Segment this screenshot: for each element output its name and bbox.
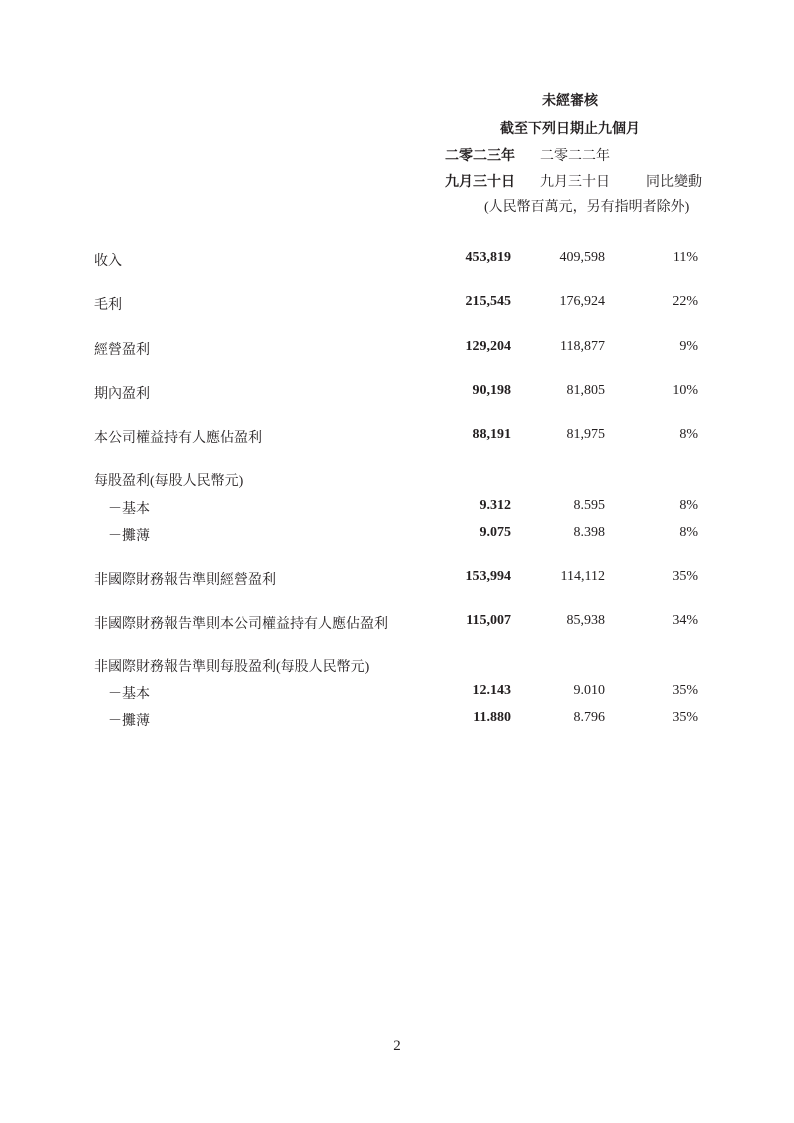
value-2023: 11.880 <box>473 710 511 725</box>
value-2023: 88,191 <box>472 427 511 442</box>
value-change: 8% <box>679 525 698 540</box>
row-label: 經營盈利 <box>94 343 150 358</box>
value-change: 8% <box>679 427 698 442</box>
value-change: 10% <box>672 383 698 398</box>
value-change: 8% <box>679 498 698 513</box>
col-2023-date: 九月三十日 <box>445 175 515 190</box>
row-label: 本公司權益持有人應佔盈利 <box>94 431 262 446</box>
row-label: －基本 <box>108 502 150 517</box>
row-label: 非國際財務報告準則經營盈利 <box>94 573 276 588</box>
value-2023: 9.075 <box>479 525 511 540</box>
row-label: 期內盈利 <box>94 387 150 402</box>
row-label: －攤薄 <box>108 714 150 729</box>
col-2023-year: 二零二三年 <box>445 149 515 164</box>
value-2022: 81,975 <box>566 427 605 442</box>
value-2022: 8.398 <box>573 525 605 540</box>
period-heading: 截至下列日期止九個月 <box>500 122 640 137</box>
row-label: －基本 <box>108 687 150 702</box>
value-change: 22% <box>672 294 698 309</box>
row-label: 毛利 <box>94 298 122 313</box>
value-2022: 118,877 <box>560 339 605 354</box>
value-2022: 176,924 <box>559 294 605 309</box>
value-2023: 153,994 <box>465 569 511 584</box>
value-change: 35% <box>672 683 698 698</box>
value-2023: 9.312 <box>479 498 511 513</box>
value-2022: 8.796 <box>573 710 605 725</box>
value-change: 34% <box>672 613 698 628</box>
value-2022: 409,598 <box>559 250 605 265</box>
value-change: 9% <box>679 339 698 354</box>
page-number: 2 <box>393 1038 401 1054</box>
value-change: 35% <box>672 710 698 725</box>
value-2022: 8.595 <box>573 498 605 513</box>
value-change: 35% <box>672 569 698 584</box>
value-change: 11% <box>672 250 698 265</box>
value-2023: 115,007 <box>466 613 511 628</box>
section-label-eps: 每股盈利(每股人民幣元) <box>94 474 244 489</box>
value-2023: 215,545 <box>465 294 511 309</box>
value-2023: 129,204 <box>465 339 511 354</box>
section-label-non-ifrs-eps: 非國際財務報告準則每股盈利(每股人民幣元) <box>94 660 370 675</box>
value-2022: 9.010 <box>573 683 605 698</box>
value-2022: 81,805 <box>566 383 605 398</box>
value-2023: 12.143 <box>472 683 511 698</box>
value-2022: 85,938 <box>566 613 605 628</box>
value-2023: 453,819 <box>465 250 511 265</box>
unit-note: (人民幣百萬元，另有指明者除外) <box>484 200 690 215</box>
value-2023: 90,198 <box>472 383 511 398</box>
col-yoy-change: 同比變動 <box>646 175 702 190</box>
col-2022-year: 二零二二年 <box>540 149 610 164</box>
audit-status-heading: 未經審核 <box>542 94 598 109</box>
row-label: 非國際財務報告準則本公司權益持有人應佔盈利 <box>94 617 388 632</box>
row-label: －攤薄 <box>108 529 150 544</box>
row-label: 收入 <box>94 254 122 269</box>
value-2022: 114,112 <box>560 569 605 584</box>
col-2022-date: 九月三十日 <box>540 175 610 190</box>
